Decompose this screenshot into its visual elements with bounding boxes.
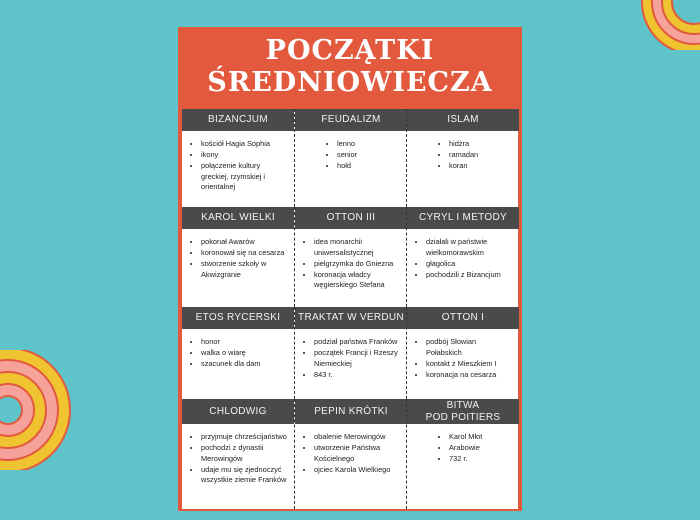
list-item: • koran [449, 161, 513, 172]
list-item: • kościół Hagia Sophia [201, 139, 288, 150]
topic-cell-otton-iii [294, 207, 407, 307]
topic-list [182, 237, 294, 280]
topic-header: FEUDALIZM [295, 109, 407, 131]
title-line-1: POCZĄTKI [265, 35, 435, 66]
topic-header: ETOS RYCERSKI [182, 307, 294, 329]
topic-list [295, 237, 407, 291]
topic-cell-feudalizm [294, 109, 407, 207]
list-item: • pochodzi z dynastii Merowingów [201, 443, 288, 464]
list-item: • ramadan [449, 150, 513, 161]
list-item: • hołd [337, 161, 401, 172]
list-item: • idea monarchii uniwersalistycznej [314, 237, 401, 258]
list-item: • działali w państwie wielkomorawskim [426, 237, 513, 258]
list-item: • obalenie Merowingów [314, 432, 401, 443]
list-item: • stworzenie szkoły w Akwizgranie [201, 259, 288, 280]
list-item: • połączenie kultury greckiej, rzymskiej i orientalnej [201, 161, 288, 193]
topic-cell-chlodwig [182, 399, 294, 509]
list-item: • senior [337, 150, 401, 161]
list-item: • ikony [201, 150, 288, 161]
topic-cell-karol-wielki [182, 207, 294, 307]
list-item: • udaje mu się zjednoczyć wszystkie ziemie Franków [201, 465, 288, 486]
topic-cell-bitwa-pod-poitiers [406, 399, 519, 509]
list-item: • koronacja władcy węgierskiego Stefana [314, 270, 401, 291]
topic-cell-bizancjum [182, 109, 294, 207]
list-item: • pielgrzymka do Gniezna [314, 259, 401, 270]
list-item: • przyjmuje chrześcijaństwo [201, 432, 288, 443]
topic-header: OTTON I [407, 307, 519, 329]
list-item: • 732 r. [449, 454, 513, 465]
topic-header: OTTON III [295, 207, 407, 229]
top-right-swirl-decoration [620, 0, 700, 50]
topic-cell-otton-i [406, 307, 519, 399]
topic-list [182, 337, 294, 370]
list-item: • podział państwa Franków [314, 337, 401, 348]
topic-header: ISLAM [407, 109, 519, 131]
topic-cell-cyryl-i-metody [406, 207, 519, 307]
list-item: • walka o wiarę [201, 348, 288, 359]
topic-cell-islam [406, 109, 519, 207]
topic-header: TRAKTAT W VERDUN [295, 307, 407, 329]
topic-cell-etos-rycerski [182, 307, 294, 399]
list-item: • lenno [337, 139, 401, 150]
topic-list [295, 139, 407, 172]
topic-header: BITWA POD POITIERS [407, 399, 519, 424]
topic-header: CYRYL I METODY [407, 207, 519, 229]
list-item: • utworzenie Państwa Kościelnego [314, 443, 401, 464]
topics-grid [182, 109, 518, 509]
list-item: • pochodzili z Bizancjum [426, 270, 513, 281]
topic-list [407, 432, 519, 465]
list-item: • ojciec Karola Wielkiego [314, 465, 401, 476]
bottom-left-swirl-decoration [0, 350, 80, 470]
infographic-card [178, 27, 522, 511]
list-item: • kontakt z Mieszkiem I [426, 359, 513, 370]
topic-header: CHLODWIG [182, 399, 294, 424]
list-item: • szacunek dla dam [201, 359, 288, 370]
list-item: • początek Francji i Rzeszy Niemieckiej [314, 348, 401, 369]
topic-list [182, 432, 294, 486]
topic-list [407, 139, 519, 172]
list-item: • Karol Młot [449, 432, 513, 443]
title-line-2: ŚREDNIOWIECZA [207, 67, 493, 98]
list-item: • pokonał Awarów [201, 237, 288, 248]
list-item: • koronował się na cesarza [201, 248, 288, 259]
list-item: • koronacja na cesarza [426, 370, 513, 381]
topic-cell-traktat-w-verdun [294, 307, 407, 399]
topic-header: BIZANCJUM [182, 109, 294, 131]
list-item: • honor [201, 337, 288, 348]
list-item: • 843 r. [314, 370, 401, 381]
list-item: • hidżra [449, 139, 513, 150]
topic-list [295, 432, 407, 475]
topic-list [295, 337, 407, 380]
topic-cell-pepin-krotki [294, 399, 407, 509]
topic-list [182, 139, 294, 193]
topic-list [407, 237, 519, 280]
topic-header: KAROL WIELKI [182, 207, 294, 229]
topic-list [407, 337, 519, 380]
list-item: • głagolica [426, 259, 513, 270]
list-item: • podbój Słowian Połabskich [426, 337, 513, 358]
list-item: • Arabowie [449, 443, 513, 454]
page-title [178, 35, 522, 99]
topic-header: PEPIN KRÓTKI [295, 399, 407, 424]
